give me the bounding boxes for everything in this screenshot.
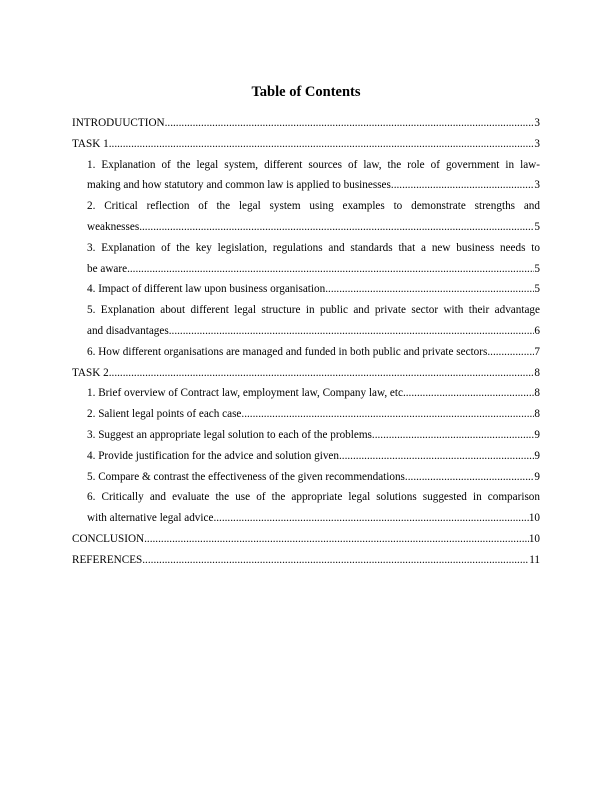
toc-entry-label: TASK 1	[72, 137, 109, 150]
dot-leader	[109, 134, 535, 155]
toc-entry[interactable]	[72, 425, 540, 446]
toc-entry[interactable]	[72, 529, 540, 550]
toc-entry-page-number: 5	[534, 262, 540, 275]
toc-entry-label: 2. Salient legal points of each case	[87, 408, 242, 421]
toc-entry-label: REFERENCES	[72, 553, 143, 566]
dot-leader	[403, 383, 534, 404]
toc-entry-label: 6. How different organisations are managed and funded in both public and private sectors.	[87, 345, 491, 358]
toc-entry[interactable]	[72, 342, 540, 363]
toc-entry-page-number: 3	[534, 117, 540, 129]
toc-entry-label: CONCLUSION	[72, 532, 145, 545]
dot-leader	[490, 342, 534, 363]
toc-entry-page-number: 7	[534, 345, 540, 358]
dot-leader	[391, 175, 535, 196]
dot-leader	[144, 529, 529, 550]
dot-leader	[127, 259, 534, 280]
toc-entry-page-number: 10	[528, 512, 540, 525]
dot-leader	[142, 550, 529, 571]
toc-entry-label: 3. Suggest an appropriate legal solution to each of the problems	[87, 428, 372, 441]
toc-entry-label-line1: 1. Explanation of the legal system, different sources of law, the role of government in law-	[87, 158, 540, 171]
toc-entry[interactable]	[72, 238, 540, 280]
toc-entry-label: 5. Compare & contrast the effectiveness of the given recommendations	[87, 470, 405, 483]
toc-entry-page-number: 9	[534, 470, 540, 483]
toc-entry[interactable]	[72, 404, 540, 425]
toc-entry-label: weaknesses	[87, 220, 140, 233]
toc-entry-page-number: 3	[534, 137, 540, 150]
dot-leader	[241, 404, 534, 425]
toc-entry-page-number: 6	[534, 324, 540, 337]
toc-entry-label: 4. Provide justification for the advice and solution given	[87, 449, 339, 462]
toc-entry[interactable]	[72, 300, 540, 342]
toc-entry[interactable]	[72, 134, 540, 155]
toc-entry[interactable]	[72, 487, 540, 529]
toc-entry-label-line1: 5. Explanation about different legal structure in public and private sector with their advantage	[87, 304, 540, 317]
dot-leader	[325, 279, 534, 300]
toc-entry-label-line1: 2. Critical reflection of the legal system using examples to demonstrate strengths and	[87, 200, 540, 213]
toc-entry[interactable]	[72, 155, 540, 197]
toc-entry-label: 4. Impact of different law upon business organisation	[87, 283, 326, 296]
toc-entry[interactable]	[72, 383, 540, 404]
page-title: Table of Contents	[251, 84, 361, 100]
toc-entry-label: 1. Brief overview of Contract law, employment law, Company law, etc	[87, 387, 403, 400]
toc-entry-page-number: 11	[529, 553, 540, 566]
toc-entry[interactable]	[72, 446, 540, 467]
dot-leader	[109, 363, 535, 384]
toc-entry-label: with alternative legal advice	[87, 512, 214, 525]
toc-entry-label: INTRODUUCTION	[72, 117, 165, 129]
toc-entry-page-number: 8	[534, 387, 540, 400]
toc-entry[interactable]	[72, 550, 540, 571]
toc-entry[interactable]	[72, 279, 540, 300]
dot-leader	[372, 425, 535, 446]
toc-entry-page-number: 9	[534, 428, 540, 441]
dot-leader	[213, 508, 528, 529]
toc-entry-label: be aware	[87, 262, 128, 275]
dot-leader	[169, 321, 535, 342]
toc-entry-page-number: 8	[534, 366, 540, 379]
toc-entry-label-line1: 6. Critically and evaluate the use of the appropriate legal solutions suggested in comparison	[87, 491, 540, 504]
toc-entry-page-number: 3	[534, 179, 540, 192]
toc-entry[interactable]	[72, 196, 540, 238]
dot-leader	[405, 467, 534, 488]
dot-leader	[165, 113, 535, 134]
toc-entry-label: and disadvantages	[87, 324, 169, 337]
dot-leader	[139, 217, 534, 238]
toc-entry-label: TASK 2	[72, 366, 109, 379]
toc-entry-label: making and how statutory and common law is applied to businesses	[87, 179, 391, 192]
toc-entry[interactable]	[72, 467, 540, 488]
toc-entry-page-number: 8	[534, 408, 540, 421]
toc-entry-page-number: 9	[534, 449, 540, 462]
toc-entry[interactable]	[72, 363, 540, 384]
toc-entry-page-number: 10	[528, 532, 540, 545]
toc-entry-page-number: 5	[534, 283, 540, 296]
dot-leader	[339, 446, 534, 467]
toc-entry-page-number: 5	[534, 220, 540, 233]
toc-entry-label-line1: 3. Explanation of the key legislation, regulations and standards that a new business needs to	[87, 241, 540, 254]
table-of-contents	[72, 113, 540, 571]
toc-entry[interactable]	[72, 113, 540, 134]
